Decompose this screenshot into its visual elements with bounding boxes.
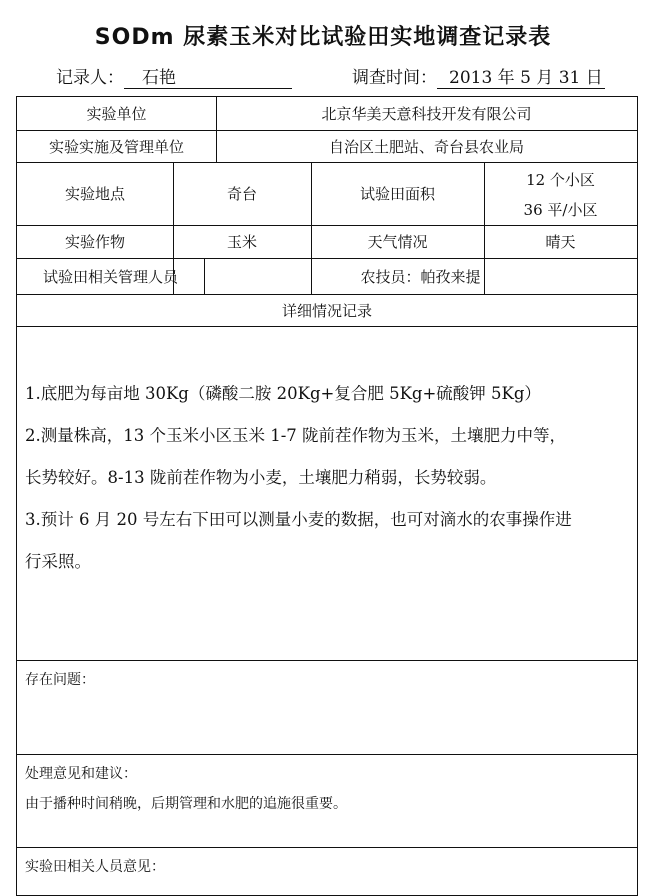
detail-line: 2.测量株高，13 个玉米小区玉米 1-7 陇前茬作物为玉米，土壤肥力中等， [25, 426, 567, 445]
detail-header: 详细情况记录 [281, 301, 372, 320]
detail-line: 1.底肥为每亩地 30Kg（磷酸二胺 20Kg+复合肥 5Kg+硫酸钾 5Kg） [25, 384, 541, 403]
detail-line: 3.预计 6 月 20 号左右下田可以测量小麦的数据，也可对滴水的农事操作进 [25, 510, 572, 529]
divider [17, 660, 637, 661]
area-label: 试验田面积 [359, 185, 435, 203]
detail-text [25, 373, 629, 583]
location-label: 实验地点 [64, 185, 125, 203]
suggestions-value: 由于播种时间稍晚，后期管理和水肥的追施很重要。 [25, 796, 347, 812]
divider [17, 754, 637, 755]
record-table [16, 96, 638, 896]
unit-value: 北京华美天意科技开发有限公司 [321, 105, 532, 123]
problems-label: 存在问题： [25, 672, 95, 688]
page-title: SODm 尿素玉米对比试验田实地调查记录表 [94, 25, 552, 50]
detail-line: 行采照。 [25, 552, 91, 571]
area-value-2: 36 平/小区 [523, 200, 598, 219]
recorder [56, 63, 292, 89]
date-value: 2013 年 5 月 31 日 [437, 63, 605, 89]
suggestions-label: 处理意见和建议： [25, 766, 137, 782]
crop-label: 实验作物 [64, 233, 125, 251]
date-label: 调查时间： [352, 68, 437, 88]
survey-date [352, 63, 605, 89]
manage-value: 自治区土肥站、奇台县农业局 [328, 137, 524, 156]
divider [17, 326, 637, 327]
crop-value: 玉米 [226, 233, 257, 251]
recorder-label: 记录人： [56, 68, 124, 88]
staff-value: 农技员：帕孜来提 [360, 267, 481, 286]
staff-label: 试验田相关管理人员 [42, 267, 178, 286]
weather-label: 天气情况 [367, 233, 428, 251]
area-value-1: 12 个小区 [526, 170, 595, 189]
weather-value: 晴天 [545, 233, 576, 251]
recorder-value: 石艳 [124, 63, 292, 89]
unit-label: 实验单位 [86, 105, 147, 123]
manage-label: 实验实施及管理单位 [48, 137, 184, 156]
divider [17, 847, 637, 848]
location-value: 奇台 [226, 185, 257, 203]
opinions-label: 实验田相关人员意见： [25, 859, 165, 875]
detail-line: 长势较好。8-13 陇前茬作物为小麦，土壤肥力稍弱，长势较弱。 [25, 468, 497, 487]
